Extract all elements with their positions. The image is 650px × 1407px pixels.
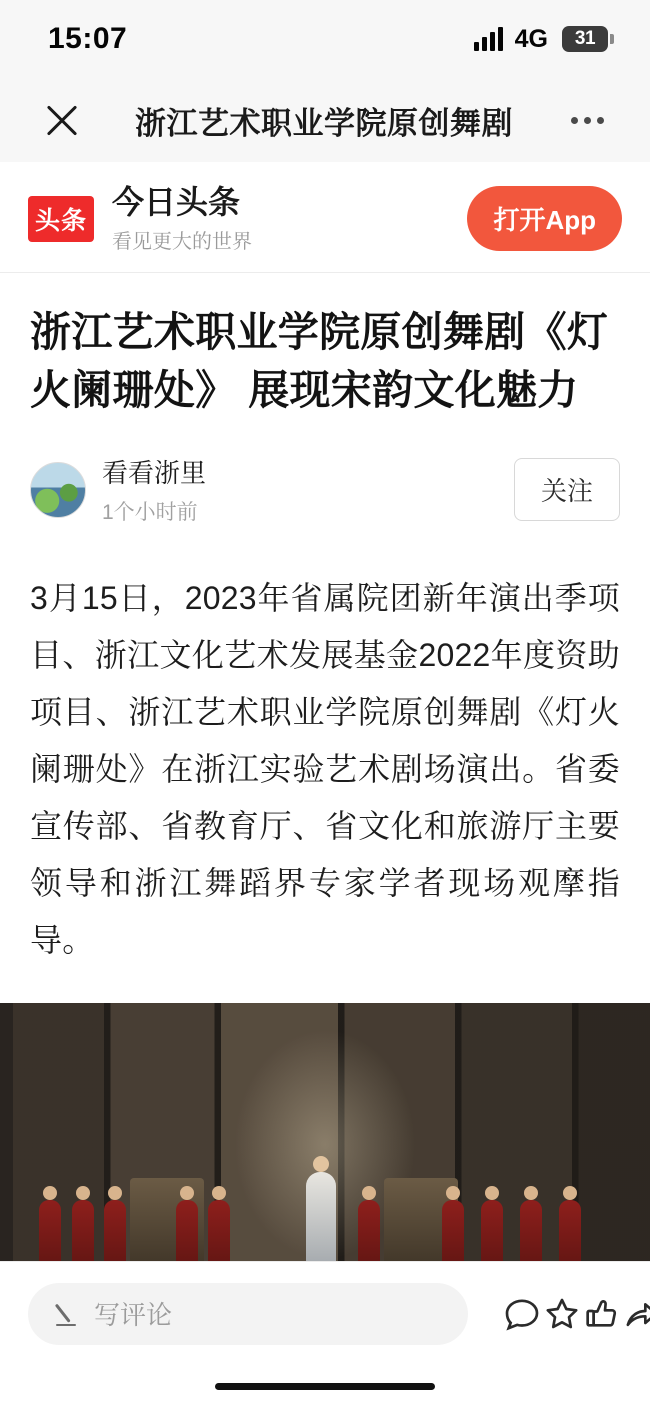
author-info xyxy=(102,453,514,526)
dancer xyxy=(72,1200,94,1261)
toutiao-logo-icon: 头条 xyxy=(28,196,94,242)
dancer xyxy=(481,1200,503,1261)
signal-bars-icon xyxy=(474,27,503,51)
dancer xyxy=(208,1200,230,1261)
comment-bubble-icon[interactable] xyxy=(502,1294,542,1334)
app-brand-bar xyxy=(0,162,650,273)
brand-slogan: 看见更大的世界 xyxy=(112,230,252,253)
comment-input[interactable] xyxy=(28,1283,468,1345)
page-title: 浙江艺术职业学院原创舞剧 xyxy=(135,105,513,141)
article-headline: 浙江艺术职业学院原创舞剧《灯火阑珊处》 展现宋韵文化魅力 xyxy=(30,308,609,414)
home-indicator[interactable] xyxy=(215,1383,435,1390)
follow-button[interactable]: 关注 xyxy=(514,458,620,521)
dancer xyxy=(176,1200,198,1261)
dancer xyxy=(104,1200,126,1261)
article-paragraph: 3月15日，2023年省属院团新年演出季项目、浙江文化艺术发展基金2022年度资助项目、浙江艺术职业学院原创舞剧《灯火阑珊处》在浙江实验艺术剧场演出。省委宣传部、省教育厅、省文化和旅游厅主要领导和浙江舞蹈界专家学者现场观摩指导。 xyxy=(30,580,620,958)
article-body xyxy=(0,273,650,969)
dancer xyxy=(559,1200,581,1261)
brand-name: 今日头条 xyxy=(112,184,241,220)
close-icon[interactable] xyxy=(36,94,88,146)
status-indicators xyxy=(474,25,608,54)
article-scroll-area[interactable] xyxy=(0,162,650,1261)
dancer xyxy=(520,1200,542,1261)
author-name[interactable]: 看看浙里 xyxy=(102,458,207,489)
more-dots-icon[interactable] xyxy=(560,94,614,146)
action-icon-group xyxy=(494,1294,650,1334)
battery-icon xyxy=(562,26,608,52)
dancer xyxy=(442,1200,464,1261)
author-row xyxy=(30,453,620,526)
article-image[interactable] xyxy=(0,1003,650,1261)
status-time: 15:07 xyxy=(48,22,128,55)
home-indicator-area xyxy=(0,1365,650,1407)
bottom-action-bar xyxy=(0,1261,650,1365)
brand-text-block xyxy=(112,184,467,254)
dancer xyxy=(358,1200,380,1261)
lead-dancer xyxy=(306,1172,336,1261)
star-icon[interactable] xyxy=(542,1294,582,1334)
comment-placeholder: 写评论 xyxy=(94,1300,173,1330)
avatar[interactable] xyxy=(30,462,86,518)
pen-icon xyxy=(54,1301,80,1327)
dancer xyxy=(39,1200,61,1261)
navigation-bar xyxy=(0,78,650,162)
battery-level-label: 31 xyxy=(574,28,596,49)
share-arrow-icon[interactable] xyxy=(622,1294,650,1334)
thumbs-up-icon[interactable] xyxy=(582,1294,622,1334)
publish-time: 1个小时前 xyxy=(102,501,198,525)
open-app-button[interactable]: 打开App xyxy=(467,186,622,251)
status-bar xyxy=(0,0,650,78)
network-type-label: 4G xyxy=(514,24,548,53)
